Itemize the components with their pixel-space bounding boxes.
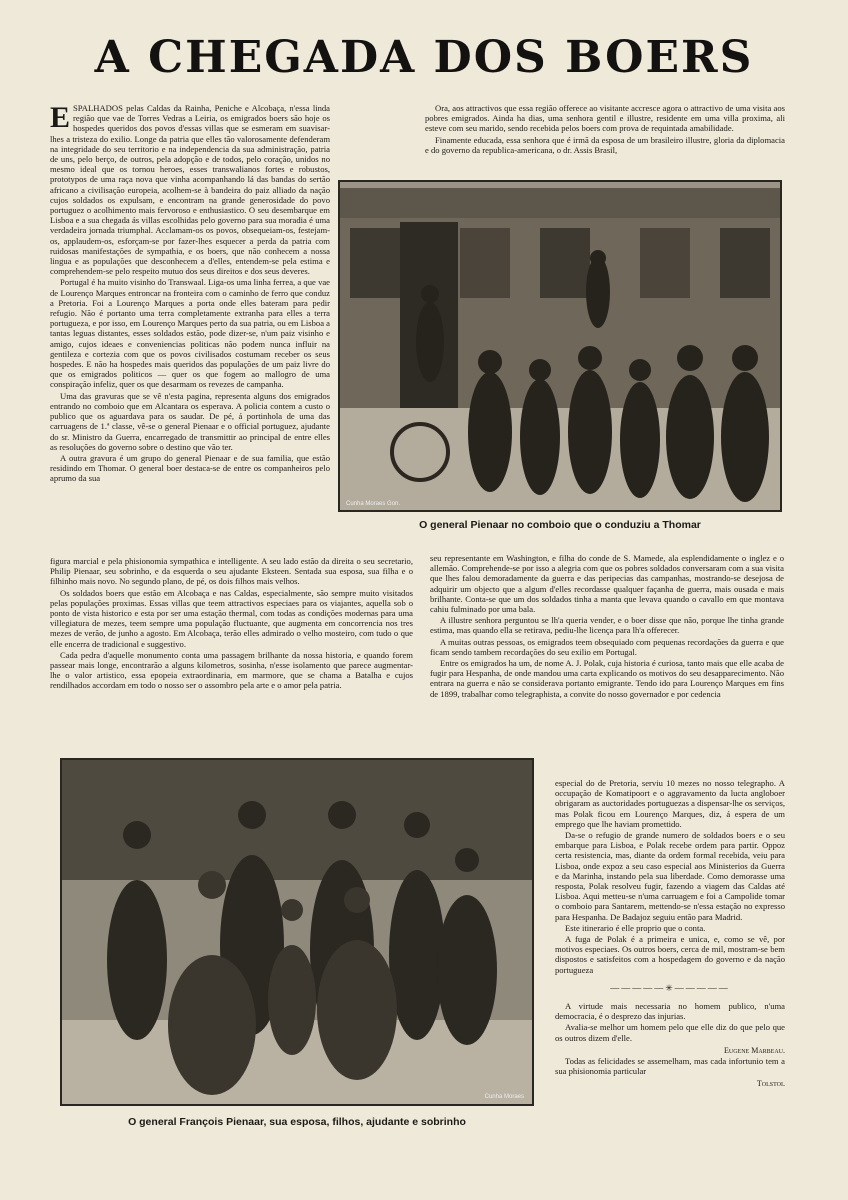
train-photo-image — [340, 182, 780, 510]
train-photo-caption: O general Pienaar no comboio que o conduziu a Thomar — [419, 519, 701, 531]
paragraph: Este itinerario é elle proprio que o conta. — [565, 922, 706, 933]
paragraph: Finamente educada, essa senhora que é irmã da esposa de um brasileiro illustre, gloria da diplomacia e do governo da republica-americana, o dr. Assis Brasil, — [425, 134, 785, 155]
article-column-1 — [50, 103, 330, 546]
family-photo-image — [62, 760, 532, 1104]
paragraph: A outra gravura é um grupo do general Pienaar e de sua familia, que estão residindo em Thomar. O general boer destaca-se de entre os companheiros pelo aprumo da sua — [50, 452, 330, 484]
section-separator: —————✳————— — [610, 982, 730, 993]
paragraph: Ora, aos attractivos que essa região offerece ao visitante accresce agora o attractivo de uma visita aos pobres emigrados. Ainda ha dias, uma senhora gentil e illustre, residente em uma villa proxima, ali esteve com seu marido, sendo recebida pelos boers com prova de requintada amabilidade. — [425, 103, 785, 134]
article-column-4 — [555, 778, 785, 1128]
paragraph: figura marcial e pela phisionomia sympathica e intelligente. A seu lado estão da direita o seu secretario, Philip Pienaar, seu sobrinho, e da esquerda o seu ajudante Eksteen. Sentada sua esposa, sua filha e o filhinho mais novo. No segundo plano, de pé, os dois filhos mais velhos. — [50, 556, 413, 587]
paragraph: Da-se o refugio de grande numero de soldados boers e o seu embarque para Lisboa, e Polak recebe ordem para partir. Oppoz certa resistencia, mas, diante da ordem formal recebida, veiu para Lisboa, onde expoz a seu caso especial aos Ministerios da Guerra e da Marinha, instando pela sua liberdade. Como demorasse uma resposta, Polak resolveu fugir, fazendo a viagem das Caldas até Lisboa. Aqui metteu-se n'uma carruagem e foi a Campolide tomar o comboio para Santarem, mettendo-se n'essa estação no expresso para Hespanha. De Badajoz seguiu então para Madrid. — [555, 830, 785, 922]
article-column-2 — [425, 103, 785, 167]
page-title: A CHEGADA DOS BOERS — [94, 32, 754, 83]
family-photo — [60, 758, 534, 1106]
quote: A virtude mais necessaria no homem publico, n'uma democracia, é o desprezo das injurias. — [555, 1001, 785, 1022]
photo-credit: Cunha Moraes Gon. — [346, 501, 401, 507]
paragraph: especial do de Pretoria, serviu 10 mezes no nosso telegrapho. A occupação de Komatipoort e o aggravamento da lucta angloboer obrigaram as auctoridades portuguezas a dispensar-lhe os serviços, mas Polak ficou em Lourenço Marques, diz, á espera de um emprego que lhe haviam promettido. — [555, 778, 785, 829]
train-photo — [338, 180, 782, 512]
paragraph: Cada pedra d'aquelle monumento conta uma passagem brilhante da nossa historia, e quando forem passear mais longe, encontrarão a alguns kilometros, sosinha, n'esse isolamento que parece augmentar-lhe o valor artistico, essa epopeia extraordinaria, em marmore, que se chama a Batalha e cujos rendilhados accordam em todo o nosso ser o assombro pela arte e o amor pela patria. — [50, 649, 413, 691]
paragraph: A muitas outras pessoas, os emigrados teem obsequiado com pequenas recordações da guerra e que ficam sendo tambem recordações do seu exilio em Portugal. — [430, 636, 784, 657]
quote-author: Eugene Marbeau. — [724, 1045, 785, 1055]
quote-author: Tolstoi. — [756, 1079, 785, 1089]
paragraph: Os soldados boers que estão em Alcobaça e nas Caldas, especialmente, são sempre muito visitados pelas populações proximas. Essas villas que teem attractivos especiaes para os viajantes, aquella sob o ponto de vista historico e esta por ser uma estação thermal, com todas as condições modernas para uma villegiatura de mezes, teem sempre uma população fluctuante, que augmenta em concorrencia nos tres mezes de verão, de junho a agosto. Em Alcobaça, terão elles admirado o velho mosteiro, com tudo o que elle encerra de tradicional e suggestivo. — [50, 587, 413, 649]
article-wide-section — [50, 556, 413, 726]
paragraph: A illustre senhora perguntou se lh'a queria vender, e o boer disse que não, porque lhe tinha grande estima, mas quando ella se retirava, pediu-lhe licença para lh'a offerecer. — [430, 615, 784, 636]
quote: Todas as felicidades se assemelham, mas cada infortunio tem a sua phisionomia particular — [555, 1056, 785, 1077]
paragraph: Entre os emigrados ha um, de nome A. J. Polak, cuja historia é curiosa, tanto mais que elle acaba de fugir para Hespanha, de onde mandou uma carta explicando os motivos do seu desapparecimento. Não entrara na guerra e não se considerava portanto emigrante. Tendo ido para Lourenço Marques em fins de 1899, trabalhar como telegraphista, a convite do nosso governador e por cedencia — [430, 658, 784, 699]
paragraph: A fuga de Polak é a primeira e unica, e, como se vê, por motivos especiaes. Os outros boers, cerca de mil, mostram-se bem dispostos e satisfeitos com a hospedagem do governo e da nação portugueza — [555, 934, 785, 975]
paragraph: SPALHADOS pelas Caldas da Rainha, Peniche e Alcobaça, n'essa linda região que vae de Torres Vedras a Leiria, os emigrados boers são hoje os hospedes queridos dos povos d'essas villas que se esmeram em suavisar-lhes a tristeza do exilio. Longe da patria que elles tão valorosamente defenderam na integridade do seu territorio e na independencia da sua administração, patria de uns, pelo berço, de outros, pela adopção e de todos, pelo coração, unidos no mesmo ideal que os tornou heroes, esses transwalianos fortes e robustos, prototypos de uma raça nova que vinha acompanhando lá das bandas do sertão africano a civilisação europeia, acolhem-se à bandeira do paiz alliado da nação cujos soldados os expulsam, e encontram na grande generosidade do povo portuguez o acolhimento mais fervoroso e enthusiastico. O seu desembarque em Lisboa e a sua chegada ás villas escolhidas pelo governo para sua moradia é uma verdadeira jornada triumphal. Acclamam-os os povos, obsequeiam-os, festejam-os, applaudem-os, esforçam-se por fazer-lhes esquecer a perda da patria com ruidosas manifestações de sympathia, e os boers, que não conhecem a nossa lingua e as populações que desconhecem a d'elles, entendem-se pela estima e comprehendem-se pelo respeito mutuo dos seus direitos e dos seus deveres. — [50, 103, 330, 277]
paragraph: Uma das gravuras que se vê n'esta pagina, representa alguns dos emigrados entrando no comboio que em Alcantara os esperava. A policia contem a custo o publico que os aguardava para os saudar. De pé, á portinhola de uma das carruagens de 1.ª classe, vê-se o general Pienaar e o official portuguez, ajudante do sr. Ministro da Guerra, encarregado de transmittir ao principal de entre elles as resoluções do governo sobre o destino que vão ter. — [50, 390, 330, 452]
family-photo-caption: O general François Pienaar, sua esposa, filhos, ajudante e sobrinho — [128, 1116, 466, 1128]
quote: Avalia-se melhor um homem pelo que elle diz do que pelo que os outros dizem d'elle. — [555, 1022, 785, 1043]
paragraph: seu representante em Washington, e filha do conde de S. Mamede, ala esplendidamente o inglez e o allemão. Comprehende-se por isso a alegria com que os pobres soldados conversaram com a sua visita que lhes falou demoradamente da guerra e das peripecias das campanhas, mostrando-se desejosa de adquirir um objecto que a algum d'elles recordasse qualquer façanha de guerra, mais ousada e mais brilhante. Conta-se que um dos soldados tinha a manta que levava quando o cavallo em que montava cahiu fulminado por uma bala. — [430, 553, 784, 615]
article-column-3 — [430, 553, 784, 775]
paragraph: Portugal é ha muito visinho do Transwaal. Liga-os uma linha ferrea, a que vae de Lourenço Marques entroncar na fronteira com o caminho de ferro que conduz a Pretoria. Foi a Lourenço Marques a porta onde elles bateram para pedir refugio. Não é portanto uma terra completamente extranha para elles a terra portugueza, e por isso, em Lourenço Marques perto da sua patria, ou em Lisboa a tantas leguas distantes, esses soldados estão, pode dizer-se, n'um paiz visinho e amigo, cujos ideaes e conveniencias politicas não podem nunca influir na gentileza e cortezia com que os povos civilisados costumam receber os seus hospedes. E não ha hospedes mais queridos das populações de um paiz livre do que os emigrados politicos — quer os que fogem ao mallogro de uma conspiração infeliz, quer os que desarmam os revezes de campanha. — [50, 277, 330, 390]
drop-cap: E — [50, 103, 71, 134]
photo-credit: Cunha Moraes — [484, 1094, 524, 1100]
